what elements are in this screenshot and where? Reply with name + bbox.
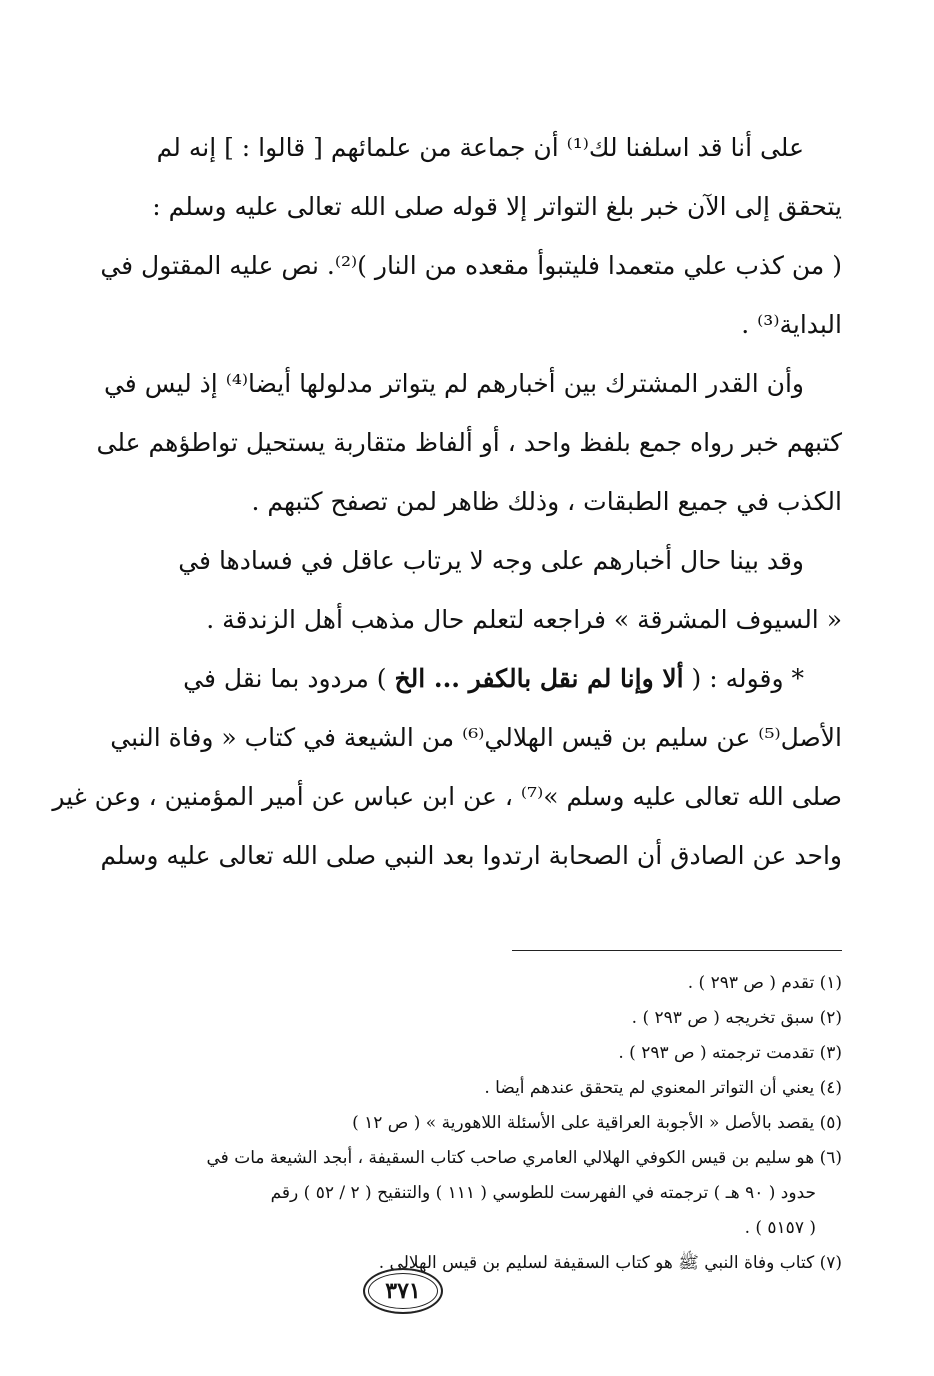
footnote: (٧) كتاب وفاة النبي ﷺ هو كتاب السقيفة لسليم بن قيس الهلالي .	[378, 1253, 842, 1273]
book-page	[52, 118, 842, 1304]
text-line: صلى الله تعالى عليه وسلم »⁽⁷⁾ ، عن ابن عباس عن أمير المؤمنين ، وعن غير	[52, 782, 842, 811]
paragraph-1	[100, 118, 842, 354]
footnote-divider	[512, 950, 842, 951]
footnote-continuation: حدود ( ٩٠ هـ ) ترجمته في الفهرست للطوسي ( ١١١ ) والتنقيح ( ٢ / ٥٢ ) رقم	[270, 1183, 816, 1203]
text-line: ( من كذب علي متعمدا فليتبوأ مقعده من النار )⁽²⁾. نص عليه المقتول في	[100, 251, 842, 280]
text-line	[118, 649, 842, 708]
text-line: الأصل⁽⁵⁾ عن سليم بن قيس الهلالي⁽⁶⁾ من الشيعة في كتاب « وفاة النبي	[110, 723, 842, 752]
page-number: ٣٧١	[363, 1268, 443, 1314]
footnote: (٦) هو سليم بن قيس الكوفي الهلالي العامري صاحب كتاب السقيفة ، أبجد الشيعة مات في	[206, 1148, 842, 1168]
text-line: واحد عن الصادق أن الصحابة ارتدوا بعد النبي صلى الله تعالى عليه وسلم	[100, 841, 842, 870]
text-line: وأن القدر المشترك بين أخبارهم لم يتواتر مدلولها أيضا⁽⁴⁾ إذ ليس في	[103, 369, 804, 398]
text-line: على أنا قد اسلفنا لك⁽¹⁾ أن جماعة من علمائهم [ قالوا : ] إنه لم	[156, 133, 804, 162]
footnote: (٢) سبق تخريجه ( ص ٢٩٣ ) .	[631, 1008, 842, 1028]
paragraph-4	[52, 649, 842, 885]
paragraph-3	[118, 531, 842, 649]
footnote: (١) تقدم ( ص ٢٩٣ ) .	[687, 973, 842, 993]
text-line: « السيوف المشرقة » فراجعه لتعلم حال مذهب أهل الزندقة .	[206, 605, 842, 634]
text-line: الكذب في جميع الطبقات ، وذلك ظاهر لمن تصفح كتبهم .	[251, 487, 842, 516]
text-line: كتبهم خبر رواه جمع بلفظ واحد ، أو ألفاظ متقاربة يستحيل تواطؤهم على	[96, 428, 842, 457]
paragraph-2	[96, 354, 842, 531]
footnotes	[118, 966, 842, 1281]
text-line: البداية⁽³⁾ .	[741, 310, 842, 339]
footnote: (٣) تقدمت ترجمته ( ص ٢٩٣ ) .	[618, 1043, 842, 1063]
quoted-bold-text: ألا وإنا لم نقل بالكفر ... الخ	[394, 664, 684, 693]
footnote-continuation: ( ٥١٥٧ ) .	[744, 1218, 816, 1238]
text-line: يتحقق إلى الآن خبر بلغ التواتر إلا قوله صلى الله تعالى عليه وسلم :	[152, 192, 842, 221]
text-line: وقد بينا حال أخبارهم على وجه لا يرتاب عاقل في فسادها في	[178, 546, 804, 575]
footnote: (٤) يعني أن التواتر المعنوي لم يتحقق عندهم أيضا .	[484, 1078, 842, 1098]
footnote: (٥) يقصد بالأصل « الأجوبة العراقية على الأسئلة اللاهورية » ( ص ١٢ )	[352, 1113, 842, 1133]
main-text	[52, 118, 842, 885]
tail-text: ) مردود بما نقل في	[183, 664, 395, 693]
lead-text: * وقوله : (	[683, 664, 804, 693]
